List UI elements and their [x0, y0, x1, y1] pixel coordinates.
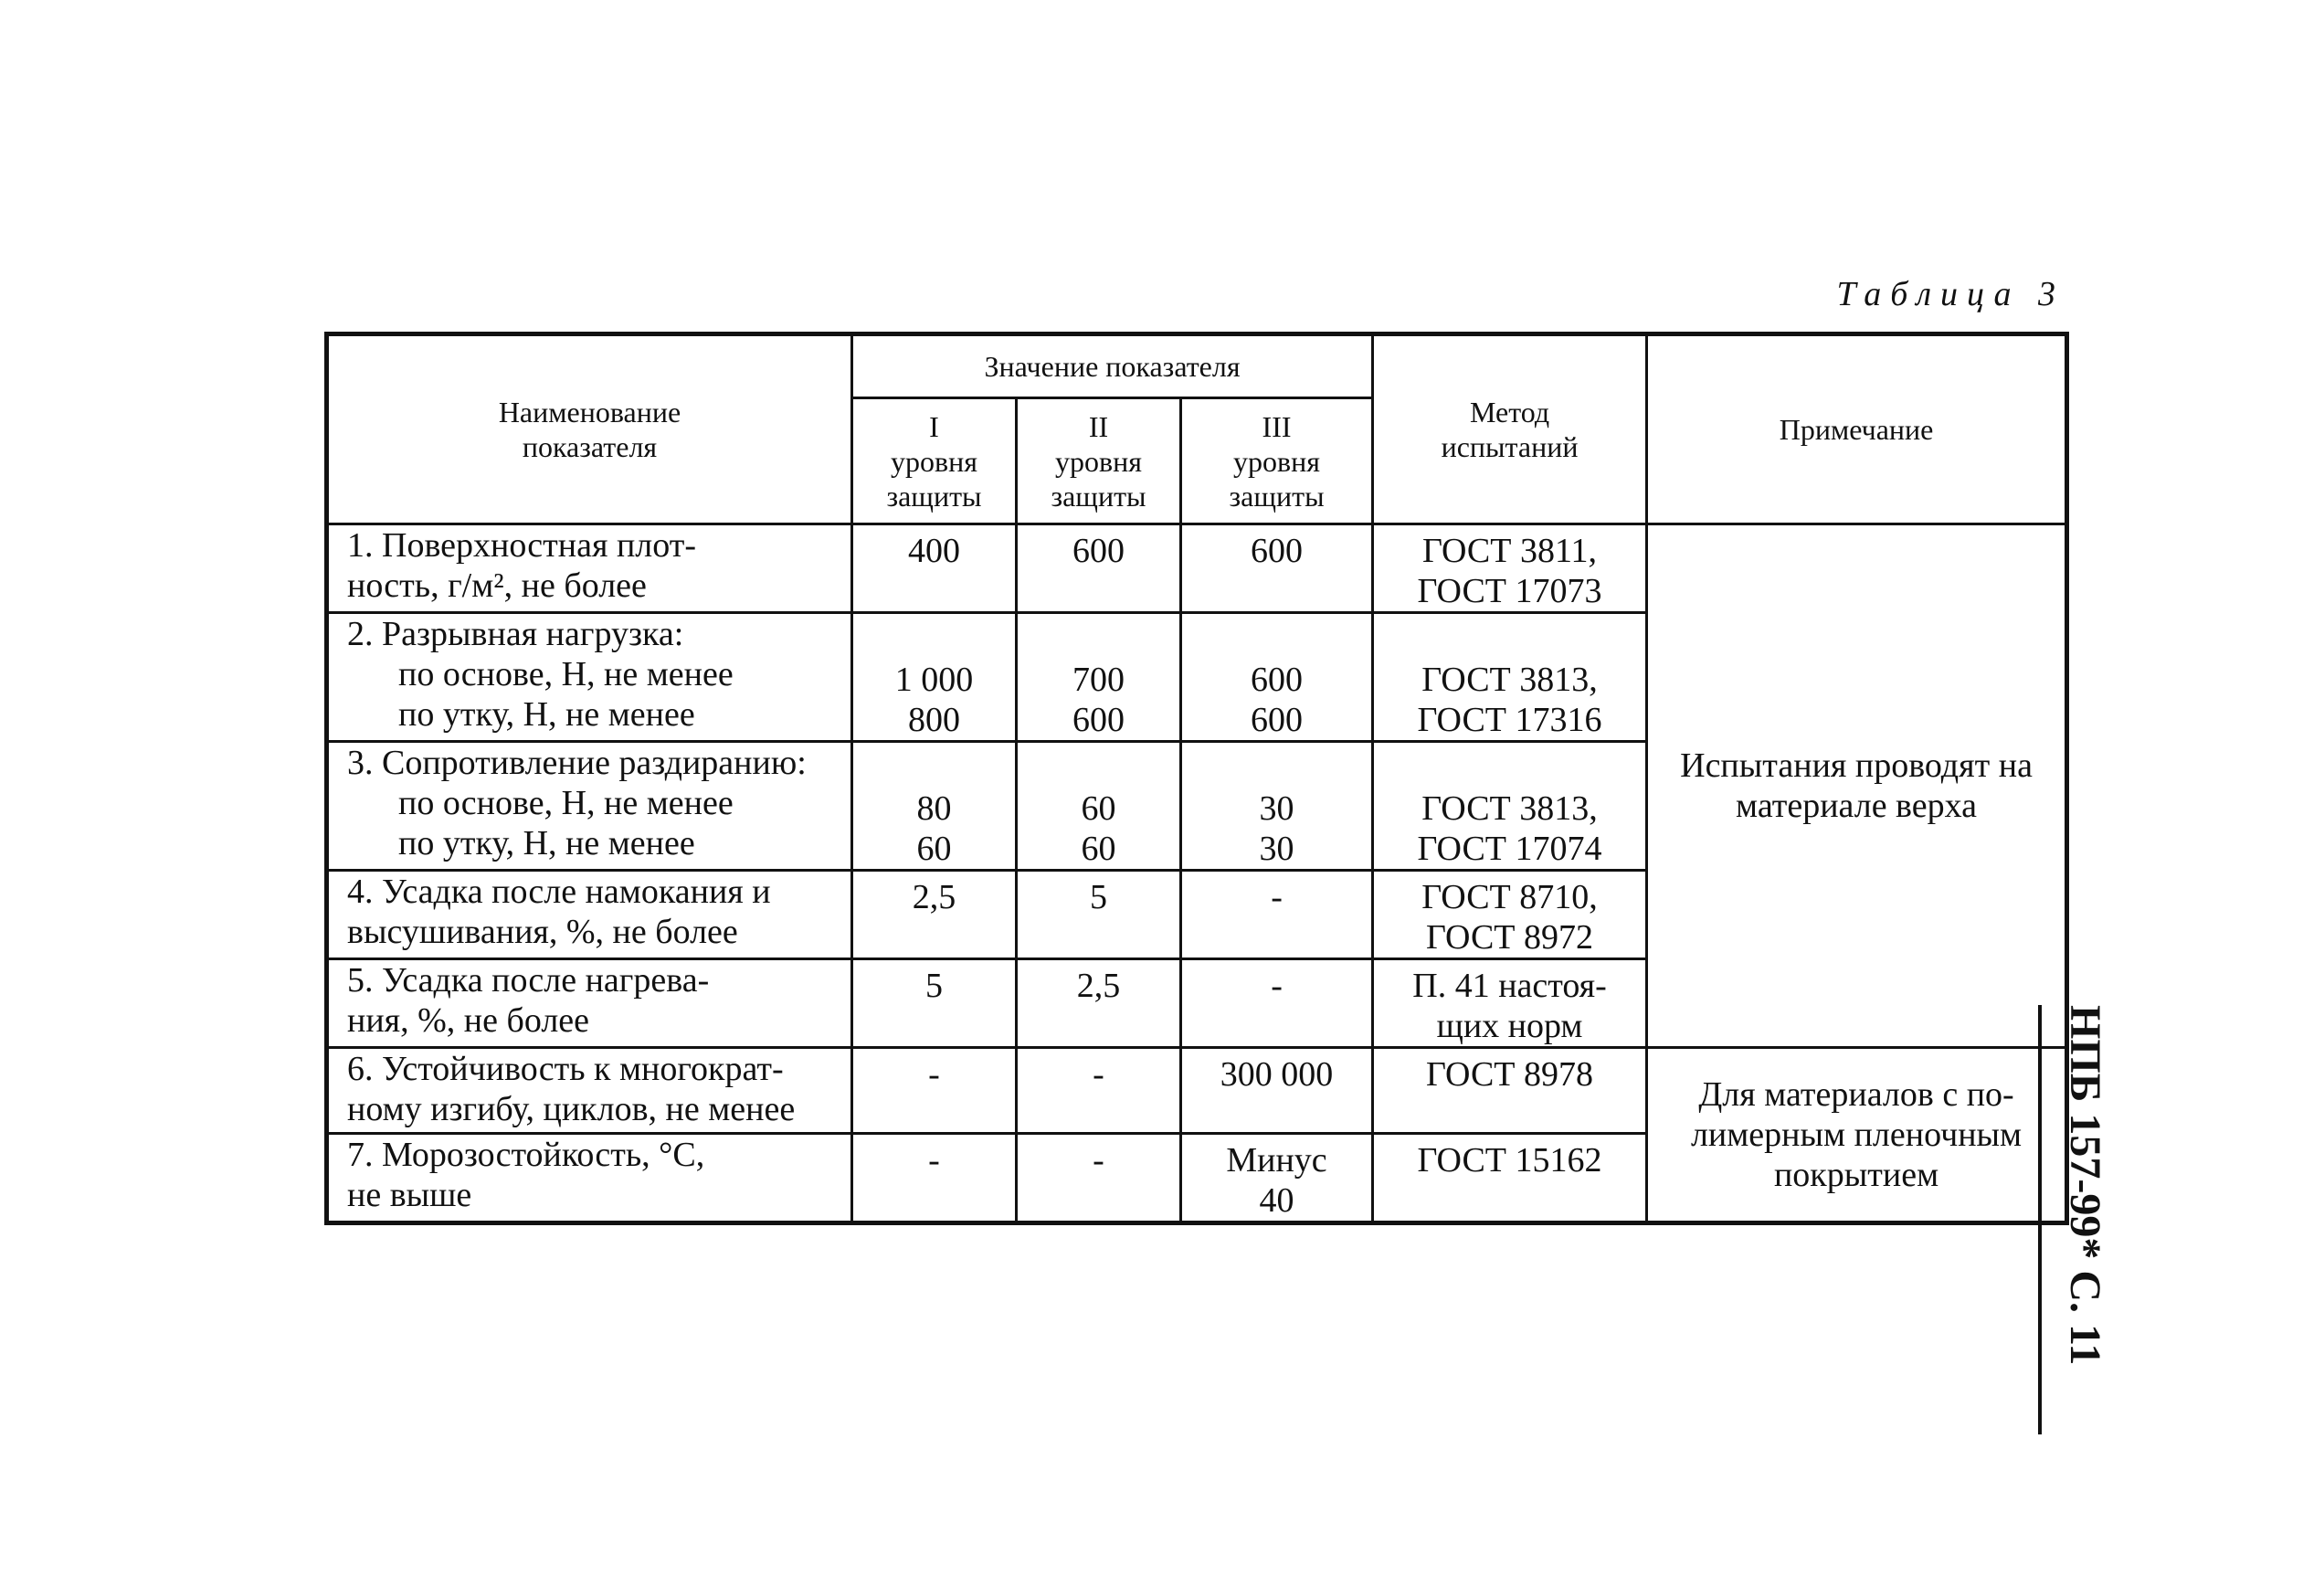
spec-table [324, 332, 2069, 1225]
row-5-level-1: 5 [852, 959, 1017, 1048]
row-5-level-3: - [1181, 959, 1373, 1048]
header-level-3: III уровня защиты [1181, 398, 1373, 524]
row-3-sub: по основе, Н, не менее по утку, Н, не менее [398, 784, 734, 862]
row-6-level-2: - [1017, 1048, 1181, 1134]
row-3-level-1: 80 60 [852, 742, 1017, 871]
row-3-level-2: 60 60 [1017, 742, 1181, 871]
row-2-level-1: 1 000 800 [852, 613, 1017, 742]
row-4-name: 4. Усадка после намокания и высушивания, %, не более [327, 871, 852, 959]
row-7-level-1: - [852, 1134, 1017, 1223]
row-6-level-1: - [852, 1048, 1017, 1134]
row-2-sub: по основе, Н, не менее по утку, Н, не менее [398, 655, 734, 734]
row-1-level-2: 600 [1017, 524, 1181, 613]
row-1-level-3: 600 [1181, 524, 1373, 613]
row-5-method: П. 41 настоя- щих норм [1373, 959, 1647, 1048]
header-note: Примечание [1647, 334, 2067, 524]
row-4-level-1: 2,5 [852, 871, 1017, 959]
row-1-level-1: 400 [852, 524, 1017, 613]
row-2-level-3: 600 600 [1181, 613, 1373, 742]
header-method: Метод испытаний [1373, 334, 1647, 524]
row-3-level-3: 30 30 [1181, 742, 1373, 871]
header-value-group: Значение показателя [852, 334, 1373, 398]
row-1-method: ГОСТ 3811, ГОСТ 17073 [1373, 524, 1647, 613]
row-1-name: 1. Поверхностная плот- ность, г/м², не более [327, 524, 852, 613]
header-level-2: II уровня защиты [1017, 398, 1181, 524]
row-5-level-2: 2,5 [1017, 959, 1181, 1048]
row-4-method: ГОСТ 8710, ГОСТ 8972 [1373, 871, 1647, 959]
note-group-1: Испытания проводят на материале верха [1647, 524, 2067, 1048]
row-3-method: ГОСТ 3813, ГОСТ 17074 [1373, 742, 1647, 871]
header-name: Наименование показателя [327, 334, 852, 524]
note-group-2: Для материалов с по- лимерным пленочным покрытием [1647, 1048, 2067, 1223]
row-7-name: 7. Морозостойкость, °С, не выше [327, 1134, 852, 1223]
row-6-level-3: 300 000 [1181, 1048, 1373, 1134]
row-3-title: 3. Сопротивление раздиранию: [347, 744, 807, 782]
row-2-name [327, 613, 852, 742]
row-2-level-2: 700 600 [1017, 613, 1181, 742]
row-7-level-2: - [1017, 1134, 1181, 1223]
row-4-level-3: - [1181, 871, 1373, 959]
row-4-level-2: 5 [1017, 871, 1181, 959]
table-row [327, 1048, 2067, 1134]
header-level-1: I уровня защиты [852, 398, 1017, 524]
row-6-name: 6. Устойчивость к многократ- ному изгибу, циклов, не менее [327, 1048, 852, 1134]
row-7-level-3: Минус 40 [1181, 1134, 1373, 1223]
page-reference: НПБ 157-99* С. 11 [2038, 1005, 2115, 1434]
row-2-method: ГОСТ 3813, ГОСТ 17316 [1373, 613, 1647, 742]
table-caption: Таблица 3 [1836, 275, 2065, 313]
table-row [327, 524, 2067, 613]
row-6-method: ГОСТ 8978 [1373, 1048, 1647, 1134]
row-3-name [327, 742, 852, 871]
row-5-name: 5. Усадка после нагрева- ния, %, не более [327, 959, 852, 1048]
row-7-method: ГОСТ 15162 [1373, 1134, 1647, 1223]
row-2-title: 2. Разрывная нагрузка: [347, 615, 684, 653]
